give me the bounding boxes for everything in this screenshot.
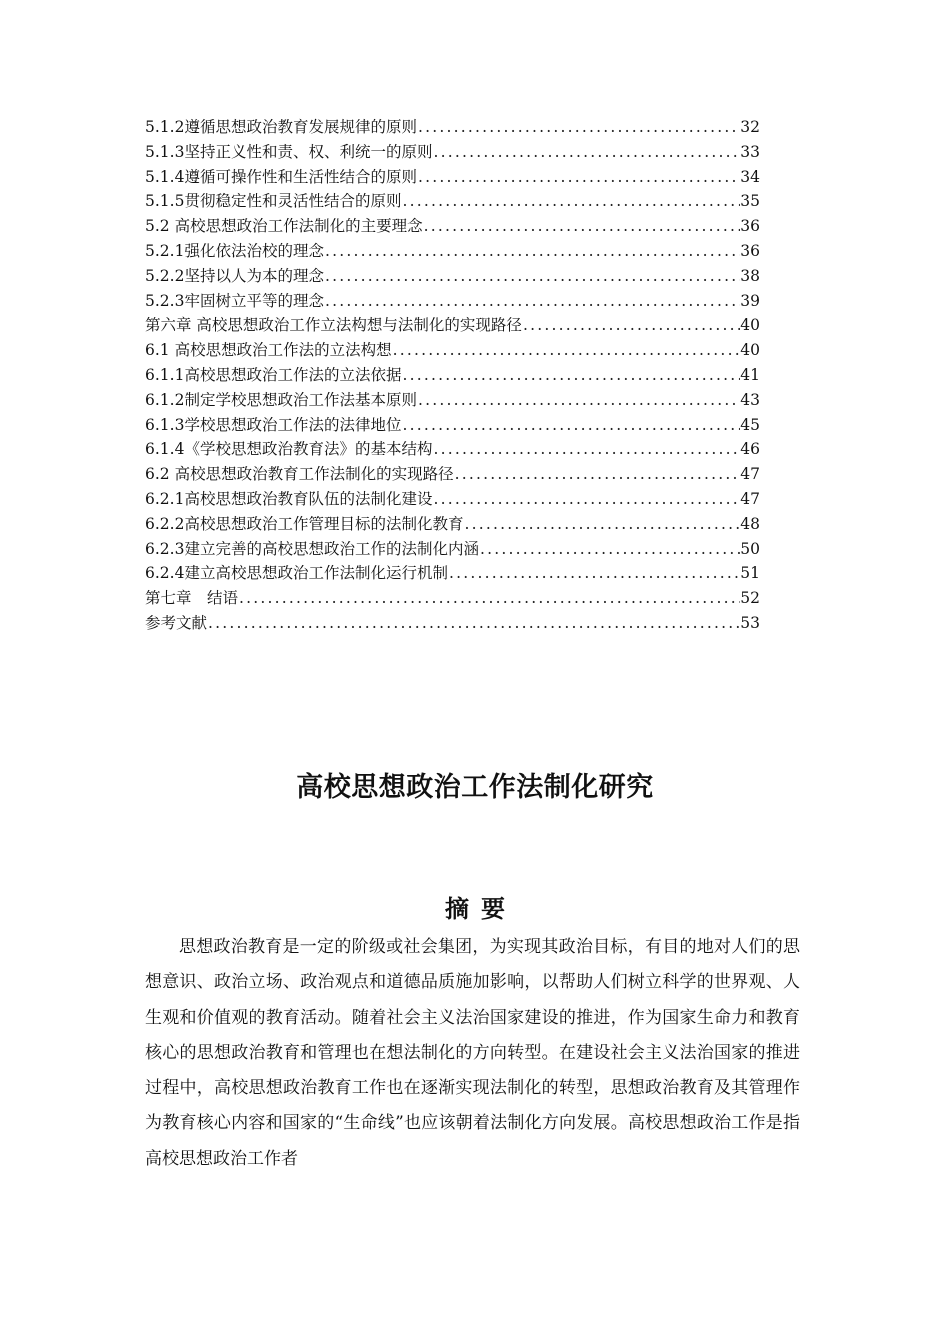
toc-entry-label: 第七章 结语 — [145, 589, 239, 608]
toc-entry-page: 34 — [740, 167, 760, 186]
abstract-paragraph: 思想政治教育是一定的阶级或社会集团，为实现其政治目标，有目的地对人们的思想意识、政治立场、政治观点和道德品质施加影响，以帮助人们树立科学的世界观、人生观和价值观的教育活动。随着社会主义法治国家建设的推进，作为国家生命力和教育核心的思想政治教育和管理也在想法制化的方向转型。在建设社会主义法治国家的推进过程中，高校思想政治教育工作也在逐渐实现法制化的转型，思想政治教育及其管理作为教育核心内容和国家的“生命线”也应该朝着法制化方向发展。高校思想政治工作是指高校思想政治工作者 — [145, 937, 800, 1169]
toc-entry[interactable] — [145, 140, 760, 165]
toc-entry[interactable] — [145, 611, 760, 636]
toc-leader-dots — [423, 214, 741, 239]
toc-entry-page: 53 — [740, 613, 760, 632]
toc-entry-page: 52 — [740, 589, 760, 608]
toc-entry-label: 6.1.4《学校思想政治教育法》的基本结构 — [145, 440, 433, 459]
toc-entry-label: 6.2.3建立完善的高校思想政治工作的法制化内涵 — [145, 539, 479, 558]
toc-entry-page: 39 — [740, 291, 760, 310]
toc-entry[interactable] — [145, 189, 760, 214]
toc-entry[interactable] — [145, 214, 760, 239]
toc-entry[interactable] — [145, 313, 760, 338]
toc-entry[interactable] — [145, 239, 760, 264]
toc-entry-page: 50 — [740, 539, 760, 558]
toc-leader-dots — [463, 512, 740, 537]
toc-entry[interactable] — [145, 512, 760, 537]
toc-leader-dots — [401, 189, 740, 214]
toc-entry[interactable] — [145, 388, 760, 413]
toc-entry-label: 6.2.4建立高校思想政治工作法制化运行机制 — [145, 564, 448, 583]
toc-entry-label: 6.2.2高校思想政治工作管理目标的法制化教育 — [145, 514, 464, 533]
toc-entry-page: 33 — [740, 142, 760, 161]
toc-entry-page: 38 — [740, 266, 760, 285]
toc-entry-label: 参考文献 — [145, 613, 208, 632]
toc-leader-dots — [522, 313, 740, 338]
toc-entry-page: 40 — [740, 341, 760, 360]
toc-entry[interactable] — [145, 561, 760, 586]
abstract-heading: 摘要 — [445, 895, 517, 923]
toc-entry-page: 32 — [740, 118, 760, 136]
toc-entry-page: 47 — [740, 465, 760, 484]
toc-entry-label: 5.1.2遵循思想政治教育发展规律的原则 — [145, 118, 417, 136]
toc-entry-label: 5.2.3牢固树立平等的理念 — [145, 291, 324, 310]
toc-entry[interactable] — [145, 487, 760, 512]
toc-entry-label: 5.1.3坚持正义性和责、权、利统一的原则 — [145, 142, 433, 161]
toc-entry[interactable] — [145, 264, 760, 289]
toc-entry[interactable] — [145, 165, 760, 190]
toc-leader-dots — [432, 437, 740, 462]
toc-entry[interactable] — [145, 289, 760, 314]
toc-entry-label: 第六章 高校思想政治工作立法构想与法制化的实现路径 — [145, 316, 522, 335]
toc-entry-page: 43 — [740, 390, 760, 409]
toc-leader-dots — [324, 289, 740, 314]
toc-leader-dots — [392, 338, 741, 363]
toc-entry-page: 36 — [740, 241, 760, 260]
toc-entry-page: 48 — [740, 514, 760, 533]
toc-entry-page: 47 — [740, 489, 760, 508]
toc-entry-page: 51 — [740, 564, 760, 583]
toc-leader-dots — [432, 487, 740, 512]
toc-entry-label: 6.1.2制定学校思想政治工作法基本原则 — [145, 390, 417, 409]
toc-entry[interactable] — [145, 115, 760, 140]
toc-entry[interactable] — [145, 437, 760, 462]
toc-entry-label: 5.1.5贯彻稳定性和灵活性结合的原则 — [145, 192, 402, 211]
toc-leader-dots — [454, 462, 741, 487]
toc-entry-page: 35 — [740, 192, 760, 211]
document-title: 高校思想政治工作法制化研究 — [296, 772, 654, 803]
toc-entry-label: 5.1.4遵循可操作性和生活性结合的原则 — [145, 167, 417, 186]
toc-entry-page: 36 — [740, 217, 760, 236]
toc-entry-page: 46 — [740, 440, 760, 459]
toc-entry[interactable] — [145, 537, 760, 562]
toc-leader-dots — [448, 561, 740, 586]
toc-leader-dots — [324, 239, 740, 264]
toc-entry[interactable] — [145, 413, 760, 438]
toc-entry-label: 5.2.2坚持以人为本的理念 — [145, 266, 324, 285]
toc-leader-dots — [479, 537, 740, 562]
toc-entry-page: 45 — [740, 415, 760, 434]
table-of-contents — [145, 115, 760, 636]
toc-leader-dots — [207, 611, 740, 636]
toc-entry-label: 6.2 高校思想政治教育工作法制化的实现路径 — [145, 465, 454, 484]
toc-entry-page: 40 — [740, 316, 760, 335]
toc-leader-dots — [417, 165, 740, 190]
toc-entry-label: 5.2.1强化依法治校的理念 — [145, 241, 324, 260]
toc-entry-label: 6.2.1高校思想政治教育队伍的法制化建设 — [145, 489, 433, 508]
toc-leader-dots — [238, 586, 740, 611]
toc-leader-dots — [417, 388, 740, 413]
toc-entry-label: 6.1 高校思想政治工作法的立法构想 — [145, 341, 392, 360]
toc-leader-dots — [324, 264, 740, 289]
toc-leader-dots — [432, 140, 740, 165]
toc-leader-dots — [401, 363, 740, 388]
toc-entry-page: 41 — [740, 365, 760, 384]
toc-entry-label: 5.2 高校思想政治工作法制化的主要理念 — [145, 217, 423, 236]
toc-entry[interactable] — [145, 338, 760, 363]
toc-entry-label: 6.1.3学校思想政治工作法的法律地位 — [145, 415, 402, 434]
toc-leader-dots — [417, 115, 740, 140]
toc-entry-label: 6.1.1高校思想政治工作法的立法依据 — [145, 365, 402, 384]
toc-entry[interactable] — [145, 363, 760, 388]
toc-entry[interactable] — [145, 586, 760, 611]
toc-entry[interactable] — [145, 462, 760, 487]
toc-leader-dots — [401, 413, 740, 438]
